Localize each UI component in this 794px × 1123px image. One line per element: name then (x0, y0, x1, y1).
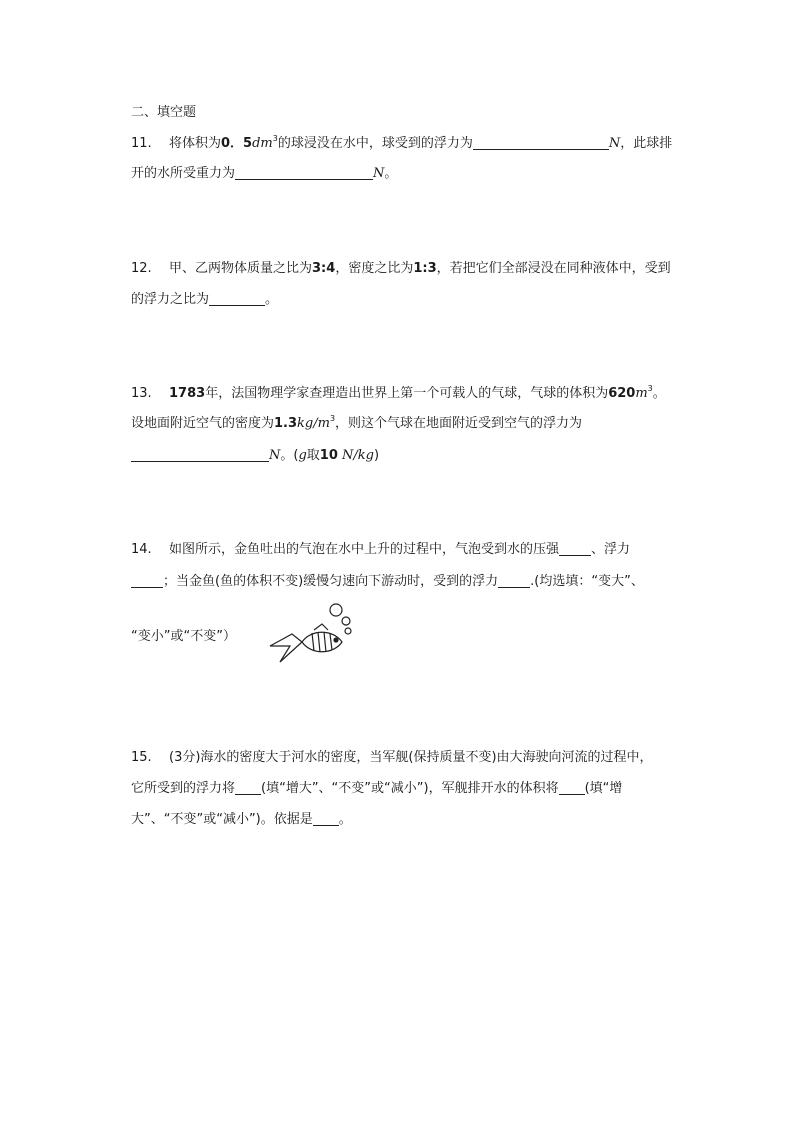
text: 。 (265, 292, 279, 307)
question-13-line-3 (131, 446, 379, 466)
volume-value: 620 (608, 386, 636, 401)
volume-unit: dm (252, 136, 273, 151)
question-14-line-2 (131, 572, 644, 592)
text: ，则这个气球在地面附近受到空气的浮力为 (335, 416, 583, 431)
density-unit: kg/m (297, 416, 330, 431)
text: 设地面附近空气的密度为 (131, 416, 275, 431)
question-12-line-2 (131, 290, 278, 310)
text: ，密度之比为 (335, 261, 414, 276)
gravity-value: 10 (319, 448, 338, 463)
text: (3分)海水的密度大于河水的密度，当军舰(保持质量不变)由大海驶向河流的过程中， (169, 750, 653, 765)
question-number: 15. (131, 750, 152, 765)
text: 它所受到的浮力将 (131, 781, 236, 796)
text: 开的水所受重力为 (131, 166, 236, 181)
answer-blank[interactable] (235, 780, 261, 795)
bubble (330, 604, 342, 616)
question-12-line-1 (131, 259, 671, 279)
text: 年，法国物理学家查理造出世界上第一个可载人的气球，气球的体积为 (205, 386, 609, 401)
question-14-line-3: “变小”或“不变”） (131, 629, 236, 644)
fish-eye (334, 638, 338, 642)
answer-blank[interactable] (559, 780, 585, 795)
question-11-line-1 (131, 134, 672, 154)
text: 。 (652, 386, 666, 401)
answer-blank[interactable] (235, 165, 373, 180)
question-number: 13. (131, 386, 152, 401)
text: (填“增 (584, 781, 623, 796)
answer-blank[interactable] (559, 541, 591, 556)
question-15-line-3 (131, 810, 352, 830)
question-15-line-2 (131, 779, 622, 799)
question-11-line-2 (131, 164, 397, 184)
text: 取 (306, 448, 320, 463)
text: ，若把它们全部浸没在同种液体中，受到 (436, 261, 671, 276)
volume-unit: m (635, 386, 648, 401)
unit-newton: N (269, 448, 281, 463)
text: 、浮力 (591, 542, 631, 557)
question-number: 12. (131, 261, 152, 276)
answer-blank[interactable] (498, 573, 530, 588)
text: 甲、乙两物体质量之比为 (169, 261, 313, 276)
text: (填“增大”、“不变”或“减小”)，军舰排开水的体积将 (261, 781, 559, 796)
section-heading: 二、填空题 (131, 105, 197, 120)
question-14-line-1 (131, 540, 630, 560)
answer-blank[interactable] (131, 447, 269, 462)
text: 的浮力之比为 (131, 292, 210, 307)
fish-tail (270, 634, 302, 662)
year: 1783 (169, 386, 206, 401)
density-ratio: 1:3 (413, 261, 437, 276)
unit-newton: N (373, 166, 385, 181)
text: ，此球排 (620, 136, 673, 151)
fish-stripes (312, 632, 332, 652)
bubble (342, 617, 350, 625)
text: 如图所示，金鱼吐出的气泡在水中上升的过程中，气泡受到水的压强 (169, 542, 560, 557)
text: ) (374, 448, 380, 463)
answer-blank[interactable] (473, 135, 609, 150)
bubble (345, 628, 351, 634)
text: 。 (338, 812, 352, 827)
answer-blank[interactable] (131, 573, 163, 588)
text: 大”、“不变”或“减小”)。依据是 (131, 812, 313, 827)
goldfish-illustration (262, 602, 358, 674)
unit-newton: N (608, 136, 621, 151)
gravity-symbol: g (298, 448, 307, 463)
mass-ratio: 3:4 (312, 261, 336, 276)
text: .(均选填：“变大”、 (530, 574, 644, 589)
unit-exponent: 3 (329, 414, 336, 423)
text: 。 (384, 166, 398, 181)
text: 将体积为 (169, 136, 222, 151)
unit-exponent: 3 (647, 384, 653, 393)
question-number: 11. (131, 136, 152, 151)
gravity-unit: N/kg (342, 448, 374, 463)
unit-exponent: 3 (272, 134, 278, 143)
text: ；当金鱼(鱼的体积不变)缓慢匀速向下游动时，受到的浮力 (163, 574, 499, 589)
question-number: 14. (131, 542, 152, 557)
volume-value: 0．5 (221, 136, 253, 151)
answer-blank[interactable] (313, 811, 339, 826)
text: 。( (280, 448, 299, 463)
text: 的球浸没在水中，球受到的浮力为 (277, 136, 473, 151)
answer-blank[interactable] (209, 291, 265, 306)
fish-fin (314, 624, 328, 630)
question-15-line-1 (131, 748, 653, 768)
question-13-line-2 (131, 414, 582, 434)
density-value: 1.3 (274, 416, 298, 431)
question-13-line-1 (131, 384, 666, 404)
